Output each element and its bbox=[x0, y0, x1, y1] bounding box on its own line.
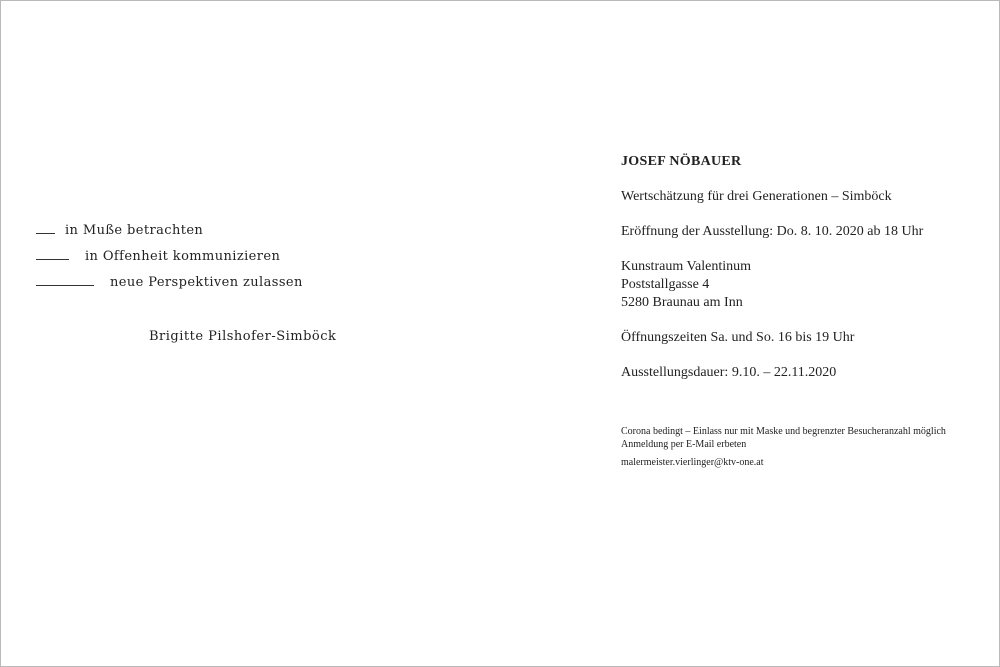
blank-line bbox=[36, 275, 94, 286]
motto-text-1: in Muße betrachten bbox=[65, 223, 204, 238]
motto-line-1 bbox=[36, 223, 303, 249]
motto-block bbox=[36, 223, 303, 301]
exhibition-duration: Ausstellungsdauer: 9.10. – 22.11.2020 bbox=[621, 365, 837, 380]
exhibition-info bbox=[621, 153, 991, 469]
venue-city: 5280 Braunau am Inn bbox=[621, 295, 743, 310]
contact-email[interactable]: malermeister.vierlinger@ktv-one.at bbox=[621, 457, 764, 468]
blank-line bbox=[36, 223, 55, 234]
venue-name: Kunstraum Valentinum bbox=[621, 259, 752, 274]
venue-street: Poststallgasse 4 bbox=[621, 277, 710, 292]
exhibition-subtitle: Wertschätzung für drei Generationen – Simböck bbox=[621, 189, 892, 204]
artist-name: JOSEF NÖBAUER bbox=[621, 154, 742, 169]
motto-line-2 bbox=[36, 249, 303, 275]
author-signature: Brigitte Pilshofer-Simböck bbox=[149, 329, 337, 344]
opening-date: Eröffnung der Ausstellung: Do. 8. 10. 2020 ab 18 Uhr bbox=[621, 224, 924, 239]
registration-note: Anmeldung per E-Mail erbeten bbox=[621, 439, 747, 450]
motto-line-3 bbox=[36, 275, 303, 301]
opening-hours: Öffnungszeiten Sa. und So. 16 bis 19 Uhr bbox=[621, 330, 855, 345]
motto-text-2: in Offenheit kommunizieren bbox=[85, 249, 281, 264]
corona-notice: Corona bedingt – Einlass nur mit Maske und begrenzter Besucheranzahl möglich bbox=[621, 426, 946, 437]
blank-line bbox=[36, 249, 69, 260]
venue-address bbox=[621, 258, 991, 312]
motto-text-3: neue Perspektiven zulassen bbox=[110, 275, 303, 290]
